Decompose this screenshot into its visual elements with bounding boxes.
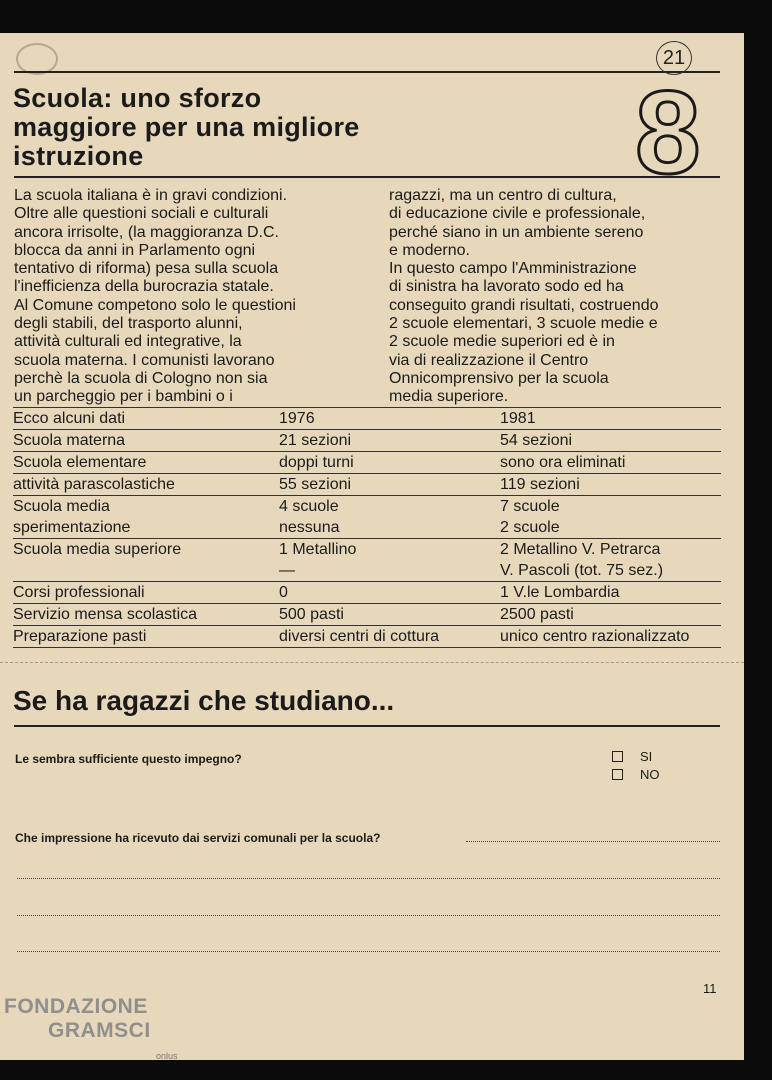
table-row bbox=[13, 430, 721, 452]
survey-heading: Se ha ragazzi che studiano... bbox=[13, 685, 395, 716]
table-cell: Scuola media superiore bbox=[13, 539, 279, 561]
body-column-left bbox=[14, 187, 364, 407]
checkbox-yes[interactable] bbox=[612, 751, 623, 762]
table-cell: 119 sezioni bbox=[500, 474, 721, 496]
top-rule bbox=[14, 71, 720, 73]
body-line: In questo campo l'Amministrazione bbox=[389, 260, 637, 278]
table-cell: Ecco alcuni dati bbox=[13, 408, 279, 430]
body-column-right bbox=[389, 187, 729, 407]
table-cell: 1976 bbox=[279, 408, 500, 430]
table-cell bbox=[13, 560, 279, 582]
table-cell: Scuola media bbox=[13, 496, 279, 518]
body-line: di sinistra ha lavorato sodo ed ha bbox=[389, 278, 624, 296]
body-line: un parcheggio per i bambini o i bbox=[14, 388, 233, 406]
answer-line[interactable] bbox=[466, 841, 720, 842]
body-line: Onnicomprensivo per la scuola bbox=[389, 369, 609, 387]
body-line: La scuola italiana è in gravi condizioni. bbox=[14, 187, 288, 204]
body-line: e moderno. bbox=[389, 241, 470, 259]
body-line: di educazione civile e professionale, bbox=[389, 205, 646, 223]
body-line: 2 scuole medie superiori ed è in bbox=[389, 333, 615, 351]
table-cell: 1 Metallino bbox=[279, 539, 500, 561]
survey-question-2: Che impressione ha ricevuto dai servizi comunali per la scuola? bbox=[15, 831, 381, 845]
table-row bbox=[13, 582, 721, 604]
page-number: 11 bbox=[703, 981, 717, 996]
body-line: attività culturali ed integrative, la bbox=[14, 333, 242, 351]
body-line: conseguito grandi risultati, costruendo bbox=[389, 296, 659, 314]
table-cell: attività parascolastiche bbox=[13, 474, 279, 496]
table-cell: 2 scuole bbox=[500, 519, 560, 536]
survey-question-1: Le sembra sufficiente questo impegno? bbox=[15, 752, 242, 766]
table-cell: sperimentazione bbox=[13, 519, 131, 536]
table-cell: sono ora eliminati bbox=[500, 452, 721, 474]
article-title: Scuola: uno sforzo maggiore per una migliore istruzione bbox=[13, 83, 360, 171]
body-line: Al Comune competono solo le questioni bbox=[14, 296, 296, 314]
body-line: degli stabili, del trasporto alunni, bbox=[14, 315, 243, 333]
option-yes-label: SI bbox=[640, 749, 653, 764]
answer-line[interactable] bbox=[17, 878, 720, 879]
table-row bbox=[13, 560, 721, 582]
body-line: ancora irrisolte, (la maggioranza D.C. bbox=[14, 223, 279, 241]
table-cell: 1981 bbox=[500, 408, 721, 430]
table-cell: Scuola elementare bbox=[13, 452, 279, 474]
survey-rule bbox=[14, 725, 720, 727]
table-cell: diversi centri di cottura bbox=[279, 626, 500, 648]
table-cell: unico centro razionalizzato bbox=[500, 626, 721, 648]
body-line: media superiore. bbox=[389, 388, 509, 406]
table-cell: 1 V.le Lombardia bbox=[500, 582, 721, 604]
table-cell: Preparazione pasti bbox=[13, 626, 279, 648]
body-line: via di realizzazione il Centro bbox=[389, 351, 589, 369]
table-row bbox=[13, 539, 721, 561]
document-page bbox=[0, 33, 744, 1060]
table-cell: 2500 pasti bbox=[500, 604, 721, 626]
table-row bbox=[13, 452, 721, 474]
watermark-line: GRAMSCI bbox=[48, 1019, 151, 1042]
option-no[interactable] bbox=[612, 767, 660, 782]
table-cell: 500 pasti bbox=[279, 604, 500, 626]
table-row bbox=[13, 474, 721, 496]
table-cell: — bbox=[279, 562, 295, 579]
table-cell: 2 Metallino V. Petrarca bbox=[500, 539, 721, 561]
table-cell: 7 scuole bbox=[500, 496, 721, 518]
table-cell: nessuna bbox=[279, 519, 340, 536]
body-line: 2 scuole elementari, 3 scuole medie e bbox=[389, 315, 658, 333]
table-cell: doppi turni bbox=[279, 452, 500, 474]
table-row bbox=[13, 626, 721, 648]
table-row bbox=[13, 604, 721, 626]
table-cell: Corsi professionali bbox=[13, 582, 279, 604]
table-row bbox=[13, 496, 721, 518]
checkbox-no[interactable] bbox=[612, 769, 623, 780]
watermark-logo bbox=[4, 995, 151, 1043]
answer-line[interactable] bbox=[17, 951, 720, 952]
body-line: blocca da anni in Parlamento ogni bbox=[14, 241, 256, 259]
table-cell: 0 bbox=[279, 582, 500, 604]
table-cell: Scuola materna bbox=[13, 430, 279, 452]
body-line: ragazzi, ma un centro di cultura, bbox=[389, 187, 617, 204]
option-yes[interactable] bbox=[612, 749, 652, 764]
table-header-row bbox=[13, 408, 721, 430]
cut-line bbox=[0, 662, 744, 663]
body-line: Oltre alle questioni sociali e culturali bbox=[14, 205, 269, 223]
body-line: tentativo di riforma) pesa sulla scuola bbox=[14, 260, 279, 278]
table-cell: 21 sezioni bbox=[279, 430, 500, 452]
show-through-text bbox=[540, 83, 547, 111]
body-line: l'inefficienza della burocrazia statale. bbox=[14, 278, 274, 296]
option-no-label: NO bbox=[640, 767, 660, 782]
table-cell: 54 sezioni bbox=[500, 430, 721, 452]
body-line: perché siano in un ambiente sereno bbox=[389, 223, 644, 241]
watermark-small: onlus bbox=[156, 1051, 178, 1061]
handwritten-archive-number: 21 bbox=[656, 41, 692, 75]
table-cell: 4 scuole bbox=[279, 496, 500, 518]
section-number: 8 bbox=[635, 67, 701, 199]
table-cell: V. Pascoli (tot. 75 sez.) bbox=[500, 562, 664, 579]
title-rule bbox=[14, 176, 720, 178]
watermark-line: FONDAZIONE bbox=[4, 995, 148, 1018]
body-line: perchè la scuola di Cologno non sia bbox=[14, 369, 268, 387]
school-data-table bbox=[13, 407, 721, 648]
table-row bbox=[13, 517, 721, 539]
table-cell: Servizio mensa scolastica bbox=[13, 604, 279, 626]
body-line: scuola materna. I comunisti lavorano bbox=[14, 351, 275, 369]
answer-line[interactable] bbox=[17, 915, 720, 916]
table-cell: 55 sezioni bbox=[279, 474, 500, 496]
